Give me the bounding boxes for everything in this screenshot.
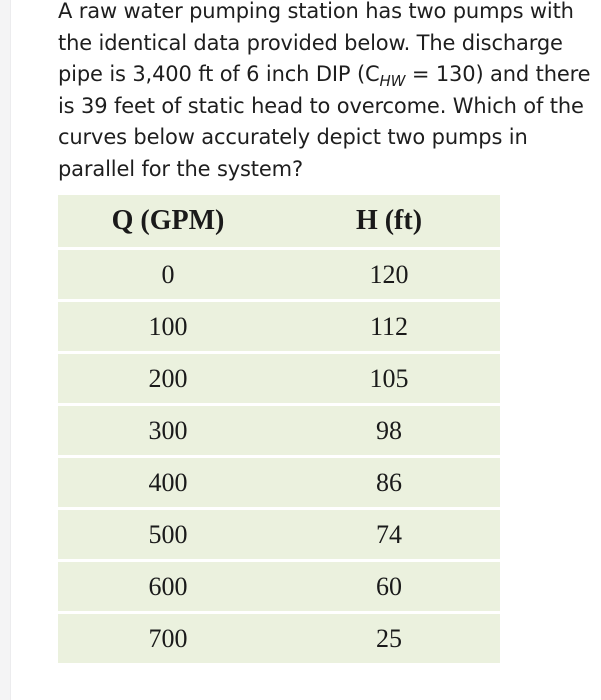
table-row: [58, 509, 500, 561]
cell-h: 98: [278, 405, 500, 457]
cell-q: 100: [58, 301, 278, 353]
pump-data-table: [58, 192, 500, 666]
cell-h: 120: [278, 249, 500, 301]
cell-h: 74: [278, 509, 500, 561]
left-margin-bar: [0, 0, 11, 700]
cell-q: 400: [58, 457, 278, 509]
table-row: [58, 561, 500, 613]
question-text-part2: = 130) and there is 39 feet of static head to overcome. Which of the curves below accurately depict two pumps in parallel for the system?: [58, 62, 591, 181]
cell-q: 0: [58, 249, 278, 301]
header-h-ft: H (ft): [278, 194, 500, 249]
cell-q: 300: [58, 405, 278, 457]
cell-h: 25: [278, 613, 500, 665]
table-row: [58, 301, 500, 353]
cell-q: 600: [58, 561, 278, 613]
cell-q: 700: [58, 613, 278, 665]
cell-q: 200: [58, 353, 278, 405]
header-q-gpm: Q (GPM): [58, 194, 278, 249]
table-row: [58, 457, 500, 509]
cell-q: 500: [58, 509, 278, 561]
cell-h: 60: [278, 561, 500, 613]
question-text-part1: A raw water pumping station has two pumps with the identical data provided below. The discharge pipe is 3,400 ft of 6 inch DIP (C: [58, 0, 574, 86]
table-row: [58, 613, 500, 665]
cell-h: 105: [278, 353, 500, 405]
cell-h: 86: [278, 457, 500, 509]
table-row: [58, 249, 500, 301]
cell-h: 112: [278, 301, 500, 353]
table-row: [58, 405, 500, 457]
table-row: [58, 353, 500, 405]
question-text: [58, 0, 593, 185]
question-subscript: HW: [379, 72, 406, 90]
table-header-row: [58, 194, 500, 249]
